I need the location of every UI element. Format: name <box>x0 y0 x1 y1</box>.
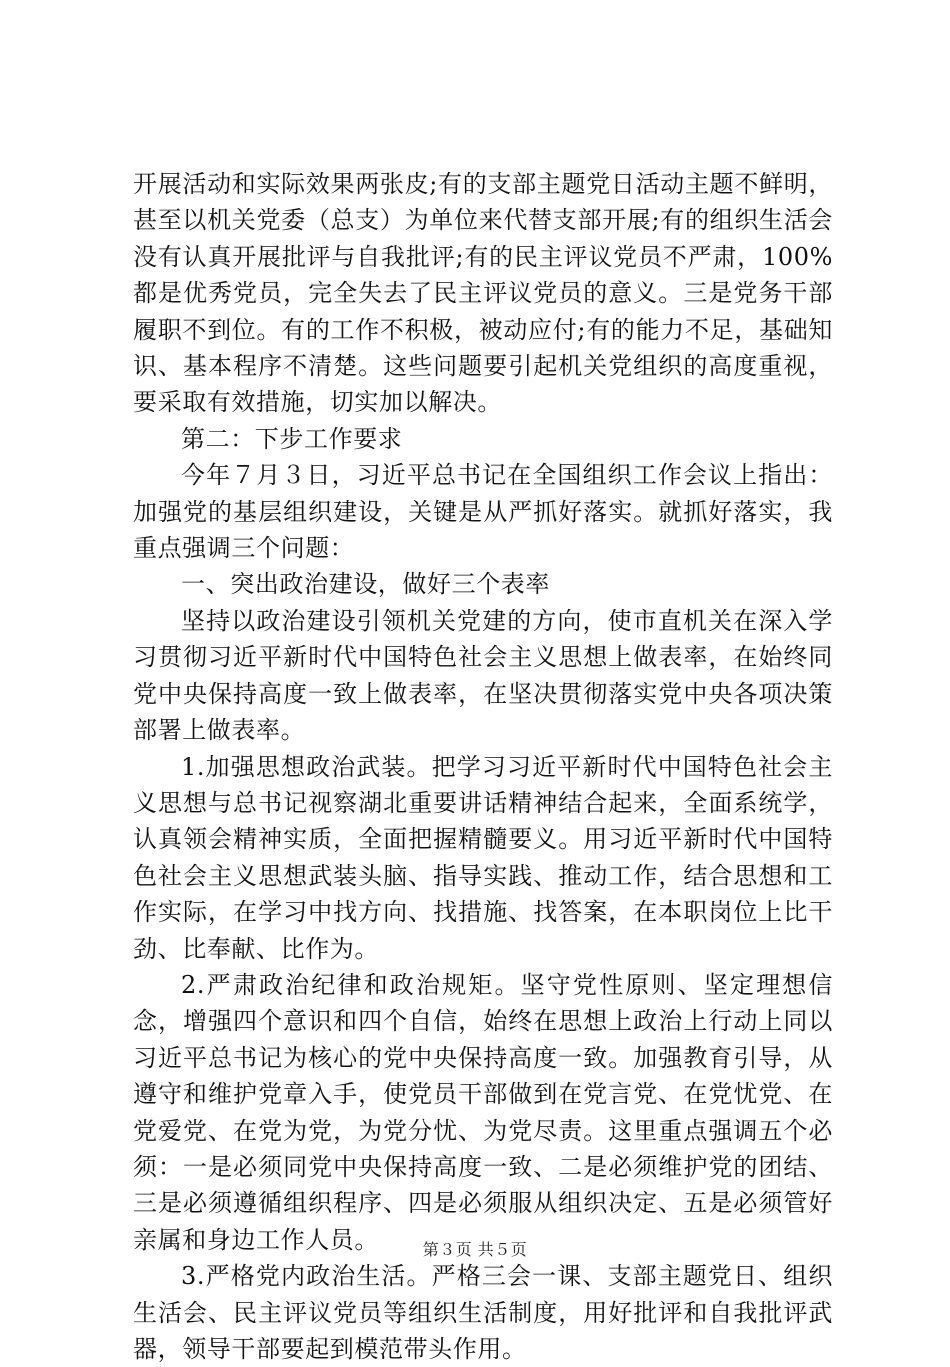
list-item-2: 2.严肃政治纪律和政治规矩。坚守党性原则、坚定理想信念，增强四个意识和四个自信，始终在思想上政治上行动上同以习近平总书记为核心的党中央保持高度一致。加强教育引导，从遵守和维护党章入手，使党员干部做到在党言党、在党忧党、在党爱党、在党为党，为党分忧、为党尽责。这里重点强调五个必须：一是必须同党中央保持高度一致、二是必须维护党的团结、三是必须遵循组织程序、四是必须服从组织决定、五是必须管好亲属和身边工作人员。 <box>133 970 833 1254</box>
list-item-1: 1.加强思想政治武装。把学习习近平新时代中国特色社会主义思想与总书记视察湖北重要讲话精神结合起来，全面系统学，认真领会精神实质，全面把握精髓要义。用习近平新时代中国特色社会主义思想武装头脑、指导实践、推动工作，结合思想和工作实际，在学习中找方向、找措施、找答案，在本职岗位上比干劲、比奉献、比作为。 <box>133 752 833 963</box>
subsection-heading-political-building: 一、突出政治建设，做好三个表率 <box>181 570 550 599</box>
document-body <box>133 166 833 1367</box>
body-paragraph-2: 今年７月３日，习近平总书记在全国组织工作会议上指出：加强党的基层组织建设，关键是从严抓好落实。就抓好落实，我重点强调三个问题： <box>133 461 833 563</box>
section-heading-next-steps: 第二：下步工作要求 <box>181 424 403 453</box>
body-paragraph-3: 坚持以政治建设引领机关党建的方向，使市直机关在深入学习贯彻习近平新时代中国特色社会主义思想上做表率，在始终同党中央保持高度一致上做表率，在坚决贯彻落实党中央各项决策部署上做表率。 <box>133 606 833 745</box>
page-footer <box>0 1240 950 1260</box>
list-item-3: 3.严格党内政治生活。严格三会一课、支部主题党日、组织生活会、民主评议党员等组织生活制度，用好批评和自我批评武器，领导干部要起到模范带头作用。 <box>133 1262 833 1363</box>
page-number-label: 第３页 共５页 <box>422 1240 528 1259</box>
body-paragraph-1: 开展活动和实际效果两张皮;有的支部主题党日活动主题不鲜明，甚至以机关党委（总支）为单位来代替支部开展;有的组织生活会没有认真开展批评与自我批评;有的民主评议党员不严肃，100%都是优秀党员，完全失去了民主评议党员的意义。三是党务干部履职不到位。有的工作不积极，被动应付;有的能力不足，基础知识、基本程序不清楚。这些问题要引起机关党组织的高度重视，要采取有效措施，切实加以解决。 <box>133 170 833 417</box>
